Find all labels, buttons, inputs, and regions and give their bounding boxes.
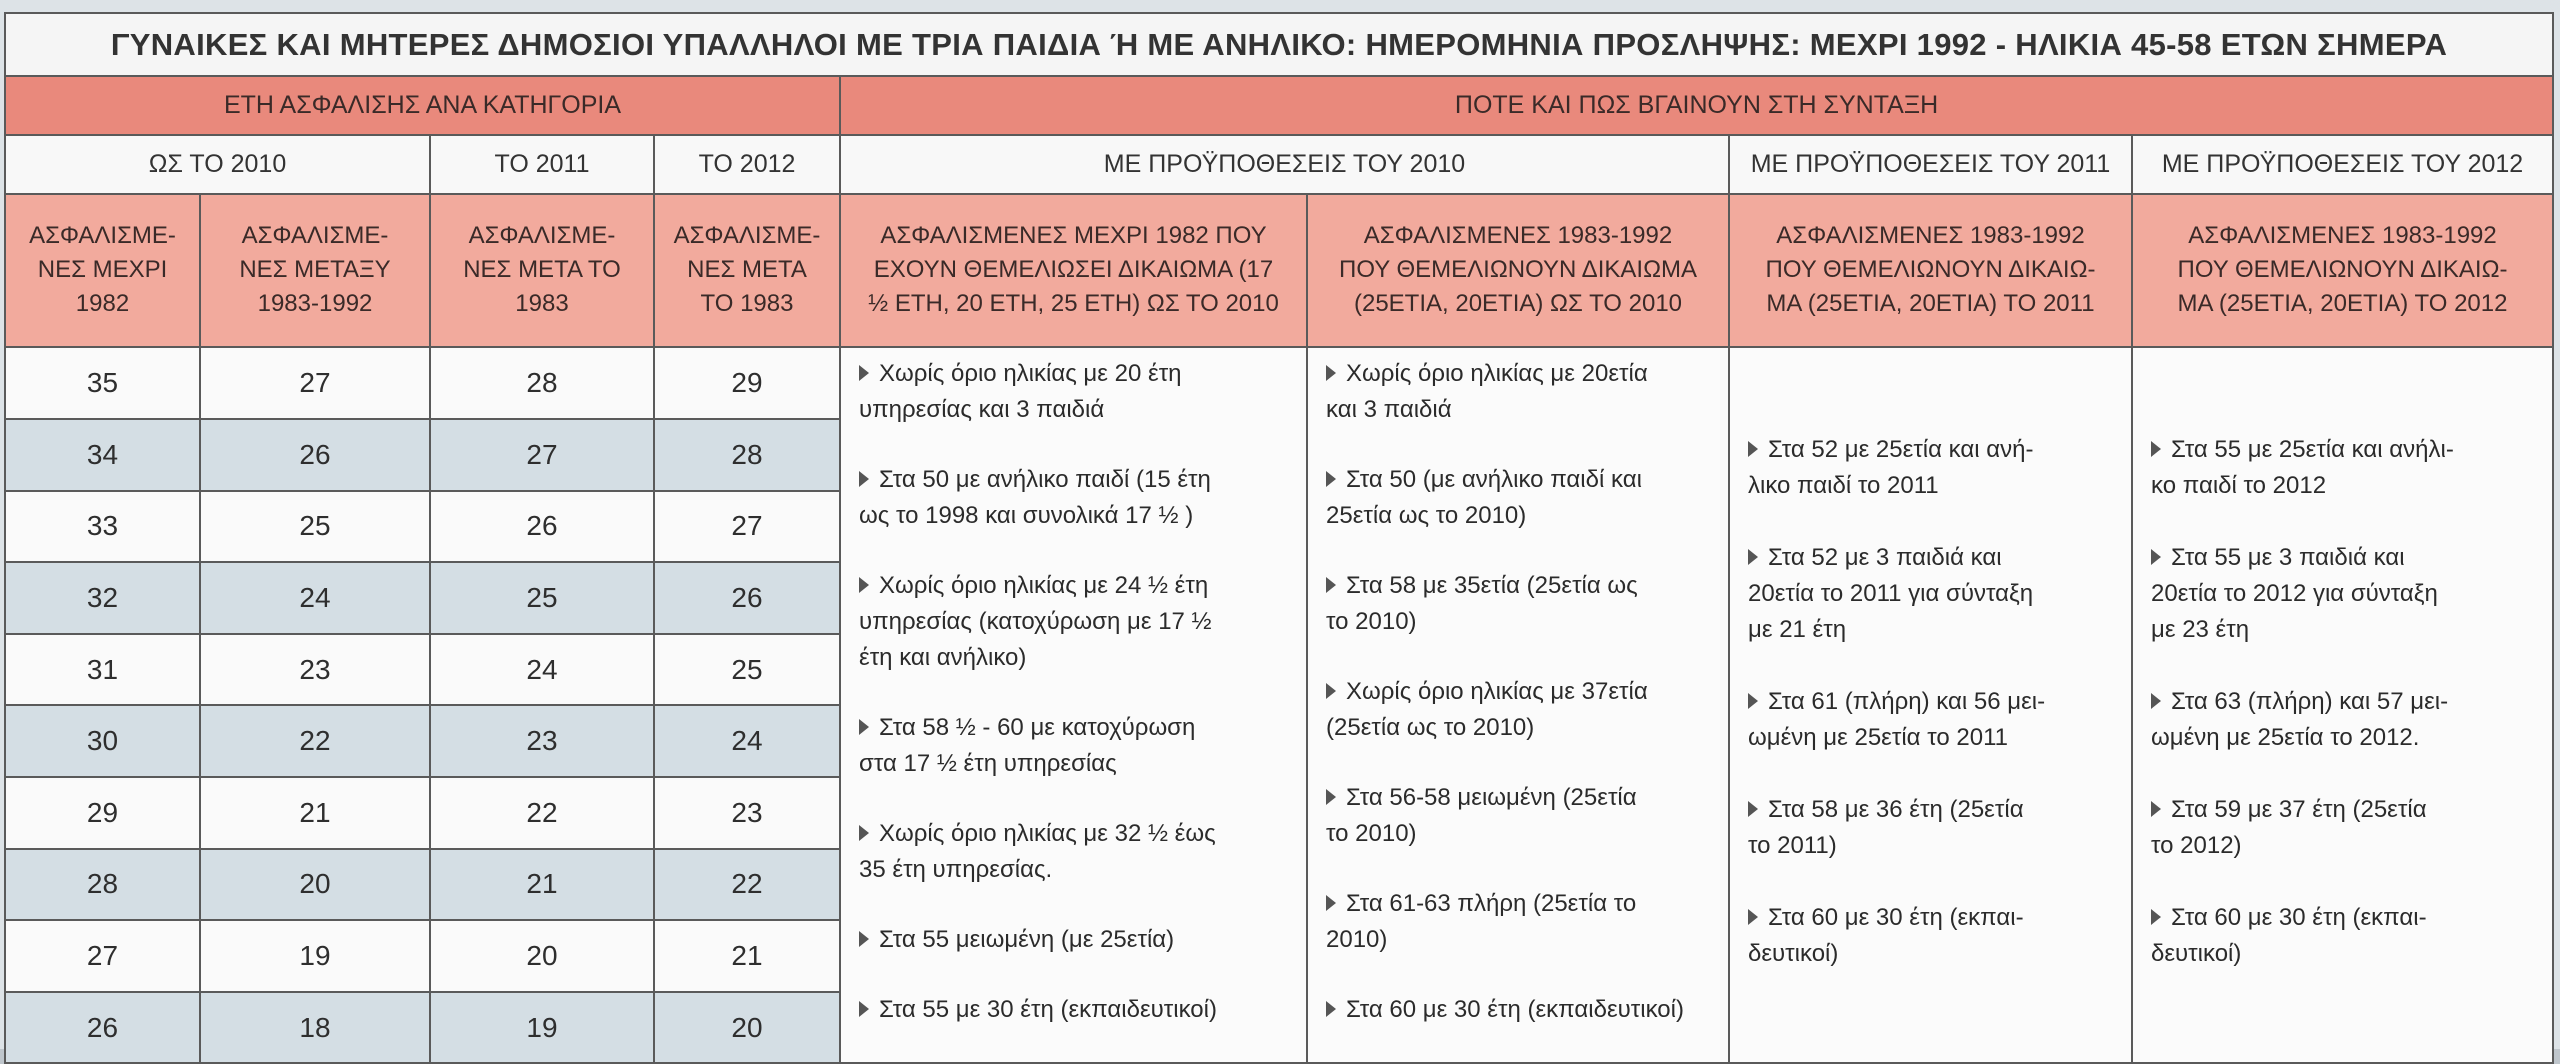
condition-item: Στα 58 με 36 έτη (25ετία το 2011) [1748, 796, 2024, 860]
table-body [5, 347, 2553, 1063]
sub-header-5: ΑΣΦΑΛΙΣΜΕΝΕΣ 1983-1992 ΠΟΥ ΘΕΜΕΛΙΩΝΟΥΝ ΔΙΚΑΙΩΜΑ (25ΕΤΙΑ, 20ΕΤΙΑ) ΩΣ ΤΟ 2010 [1307, 194, 1729, 348]
condition-item: Χωρίς όριο ηλικίας με 37ετία (25ετία ως το 2010) [1326, 678, 1648, 742]
years-cell: 24 [654, 705, 840, 777]
condition-item: Στα 55 μειωμένη (με 25ετία) [859, 922, 1292, 958]
arrow-right-icon [1748, 441, 1758, 457]
arrow-right-icon [2151, 441, 2161, 457]
table-title: ΓΥΝΑΙΚΕΣ ΚΑΙ ΜΗΤΕΡΕΣ ΔΗΜΟΣΙΟΙ ΥΠΑΛΛΗΛΟΙ ΜΕ ΤΡΙΑ ΠΑΙΔΙΑ Ή ΜΕ ΑΝΗΛΙΚΟ: ΗΜΕΡΟΜΗΝΙΑ ΠΡΟΣΛΗΨΗΣ: ΜΕΧΡΙ 1992 - ΗΛΙΚΙΑ 45-58 ΕΤΩΝ ΣΗΜΕΡΑ [5, 13, 2553, 76]
condition-item: Στα 61-63 πλήρη (25ετία το 2010) [1326, 890, 1637, 954]
years-cell: 28 [430, 347, 654, 419]
years-cell: 26 [654, 562, 840, 634]
years-cell: 27 [5, 920, 200, 992]
years-cell: 33 [5, 491, 200, 563]
years-cell: 26 [200, 419, 430, 491]
header-2011: ΤΟ 2011 [430, 135, 654, 194]
conditions-c2011 [1729, 347, 2132, 1063]
condition-item: Στα 60 με 30 έτη (εκπαιδευτικοί) [1326, 992, 1714, 1028]
sub-header-2: ΑΣΦΑΛΙΣΜΕ- ΝΕΣ ΜΕΤΑ ΤΟ 1983 [430, 194, 654, 348]
years-cell: 21 [430, 849, 654, 921]
condition-item: Στα 61 (πλήρη) και 56 μει- ωμένη με 25ετία το 2011 [1748, 688, 2046, 752]
arrow-right-icon [1326, 1001, 1336, 1017]
condition-item: Στα 56-58 μειωμένη (25ετία το 2010) [1326, 784, 1637, 848]
years-cell: 22 [430, 777, 654, 849]
sub-header-1: ΑΣΦΑΛΙΣΜΕ- ΝΕΣ ΜΕΤΑΞΥ 1983-1992 [200, 194, 430, 348]
conditions-c2010_pre1982 [840, 347, 1307, 1063]
header-until-2010: ΩΣ ΤΟ 2010 [5, 135, 430, 194]
years-cell: 25 [654, 634, 840, 706]
condition-item: Χωρίς όριο ηλικίας με 32 ½ έως 35 έτη υπηρεσίας. [859, 820, 1216, 884]
arrow-right-icon [1748, 909, 1758, 925]
header-conditions-2010: ΜΕ ΠΡΟΫΠΟΘΕΣΕΙΣ ΤΟΥ 2010 [840, 135, 1729, 194]
years-cell: 20 [430, 920, 654, 992]
years-cell: 27 [654, 491, 840, 563]
years-cell: 18 [200, 992, 430, 1064]
arrow-right-icon [859, 471, 869, 487]
arrow-right-icon [2151, 801, 2161, 817]
conditions-c2010_8392 [1307, 347, 1729, 1063]
sub-header-3: ΑΣΦΑΛΙΣΜΕ- ΝΕΣ ΜΕΤΑ ΤΟ 1983 [654, 194, 840, 348]
header-when-how-retire: ΠΟΤΕ ΚΑΙ ΠΩΣ ΒΓΑΙΝΟΥΝ ΣΤΗ ΣΥΝΤΑΞΗ [840, 76, 2553, 135]
years-cell: 24 [430, 634, 654, 706]
header-conditions-2011: ΜΕ ΠΡΟΫΠΟΘΕΣΕΙΣ ΤΟΥ 2011 [1729, 135, 2132, 194]
years-cell: 28 [654, 419, 840, 491]
arrow-right-icon [1748, 549, 1758, 565]
sub-header-4: ΑΣΦΑΛΙΣΜΕΝΕΣ ΜΕΧΡΙ 1982 ΠΟΥ ΕΧΟΥΝ ΘΕΜΕΛΙΩΣΕΙ ΔΙΚΑΙΩΜΑ (17 ½ ΕΤΗ, 20 ΕΤΗ, 25 ΕΤΗ) ΩΣ ΤΟ 2010 [840, 194, 1307, 348]
years-cell: 24 [200, 562, 430, 634]
years-cell: 30 [5, 705, 200, 777]
years-cell: 20 [200, 849, 430, 921]
sub-header-7: ΑΣΦΑΛΙΣΜΕΝΕΣ 1983-1992 ΠΟΥ ΘΕΜΕΛΙΩΝΟΥΝ ΔΙΚΑΙΩ- ΜΑ (25ΕΤΙΑ, 20ΕΤΙΑ) ΤΟ 2012 [2132, 194, 2553, 348]
arrow-right-icon [1326, 683, 1336, 699]
header-conditions-2012: ΜΕ ΠΡΟΫΠΟΘΕΣΕΙΣ ΤΟΥ 2012 [2132, 135, 2553, 194]
arrow-right-icon [859, 1001, 869, 1017]
arrow-right-icon [859, 577, 869, 593]
years-cell: 32 [5, 562, 200, 634]
sub-header-6: ΑΣΦΑΛΙΣΜΕΝΕΣ 1983-1992 ΠΟΥ ΘΕΜΕΛΙΩΝΟΥΝ ΔΙΚΑΙΩ- ΜΑ (25ΕΤΙΑ, 20ΕΤΙΑ) ΤΟ 2011 [1729, 194, 2132, 348]
arrow-right-icon [859, 825, 869, 841]
arrow-right-icon [859, 931, 869, 947]
condition-item: Στα 60 με 30 έτη (εκπαι- δευτικοί) [1748, 904, 2024, 968]
years-cell: 28 [5, 849, 200, 921]
table-row [5, 347, 2553, 419]
condition-item: Χωρίς όριο ηλικίας με 20 έτη υπηρεσίας και 3 παιδιά [859, 360, 1182, 424]
condition-item: Στα 63 (πλήρη) και 57 μει- ωμένη με 25ετία το 2012. [2151, 688, 2449, 752]
condition-item: Στα 59 με 37 έτη (25ετία το 2012) [2151, 796, 2427, 860]
condition-item: Στα 55 με 25ετία και ανήλι- κο παιδί το 2012 [2151, 436, 2454, 500]
condition-item: Στα 58 με 35ετία (25ετία ως το 2010) [1326, 572, 1638, 636]
years-cell: 19 [200, 920, 430, 992]
condition-item: Στα 55 με 30 έτη (εκπαιδευτικοί) [859, 992, 1292, 1028]
years-cell: 35 [5, 347, 200, 419]
arrow-right-icon [1326, 365, 1336, 381]
years-cell: 23 [654, 777, 840, 849]
condition-item: Στα 50 με ανήλικο παιδί (15 έτη ως το 1998 και συνολικά 17 ½ ) [859, 466, 1211, 530]
condition-item: Στα 52 με 3 παιδιά και 20ετία το 2011 για σύνταξη με 21 έτη [1748, 544, 2034, 644]
arrow-right-icon [2151, 909, 2161, 925]
arrow-right-icon [1326, 895, 1336, 911]
arrow-right-icon [1748, 693, 1758, 709]
years-cell: 25 [430, 562, 654, 634]
condition-item: Στα 50 (με ανήλικο παιδί και 25ετία ως το 2010) [1326, 466, 1642, 530]
condition-item: Στα 60 με 30 έτη (εκπαι- δευτικοί) [2151, 904, 2427, 968]
condition-item: Χωρίς όριο ηλικίας με 24 ½ έτη υπηρεσίας (κατοχύρωση με 17 ½ έτη και ανήλικο) [859, 572, 1212, 672]
header-2012: ΤΟ 2012 [654, 135, 840, 194]
condition-item: Χωρίς όριο ηλικίας με 20ετία και 3 παιδιά [1326, 360, 1648, 424]
condition-item: Στα 58 ½ - 60 με κατοχύρωση στα 17 ½ έτη υπηρεσίας [859, 714, 1196, 778]
years-cell: 31 [5, 634, 200, 706]
years-cell: 22 [200, 705, 430, 777]
arrow-right-icon [1326, 471, 1336, 487]
years-cell: 20 [654, 992, 840, 1064]
arrow-right-icon [2151, 693, 2161, 709]
years-cell: 34 [5, 419, 200, 491]
years-cell: 27 [200, 347, 430, 419]
pension-table [4, 12, 2554, 1064]
years-cell: 19 [430, 992, 654, 1064]
arrow-right-icon [2151, 549, 2161, 565]
years-cell: 22 [654, 849, 840, 921]
years-cell: 23 [200, 634, 430, 706]
years-cell: 21 [200, 777, 430, 849]
years-cell: 27 [430, 419, 654, 491]
years-cell: 29 [5, 777, 200, 849]
header-insurance-years: ΕΤΗ ΑΣΦΑΛΙΣΗΣ ΑΝΑ ΚΑΤΗΓΟΡΙΑ [5, 76, 840, 135]
years-cell: 26 [5, 992, 200, 1064]
years-cell: 26 [430, 491, 654, 563]
arrow-right-icon [859, 365, 869, 381]
years-cell: 21 [654, 920, 840, 992]
conditions-c2012 [2132, 347, 2553, 1063]
years-cell: 25 [200, 491, 430, 563]
sub-header-row [5, 194, 2553, 348]
years-cell: 29 [654, 347, 840, 419]
arrow-right-icon [859, 719, 869, 735]
condition-item: Στα 52 με 25ετία και ανή- λικο παιδί το 2011 [1748, 436, 2034, 500]
arrow-right-icon [1326, 577, 1336, 593]
sub-header-0: ΑΣΦΑΛΙΣΜΕ- ΝΕΣ ΜΕΧΡΙ 1982 [5, 194, 200, 348]
arrow-right-icon [1326, 789, 1336, 805]
arrow-right-icon [1748, 801, 1758, 817]
condition-item: Στα 55 με 3 παιδιά και 20ετία το 2012 για σύνταξη με 23 έτη [2151, 544, 2438, 644]
years-cell: 23 [430, 705, 654, 777]
